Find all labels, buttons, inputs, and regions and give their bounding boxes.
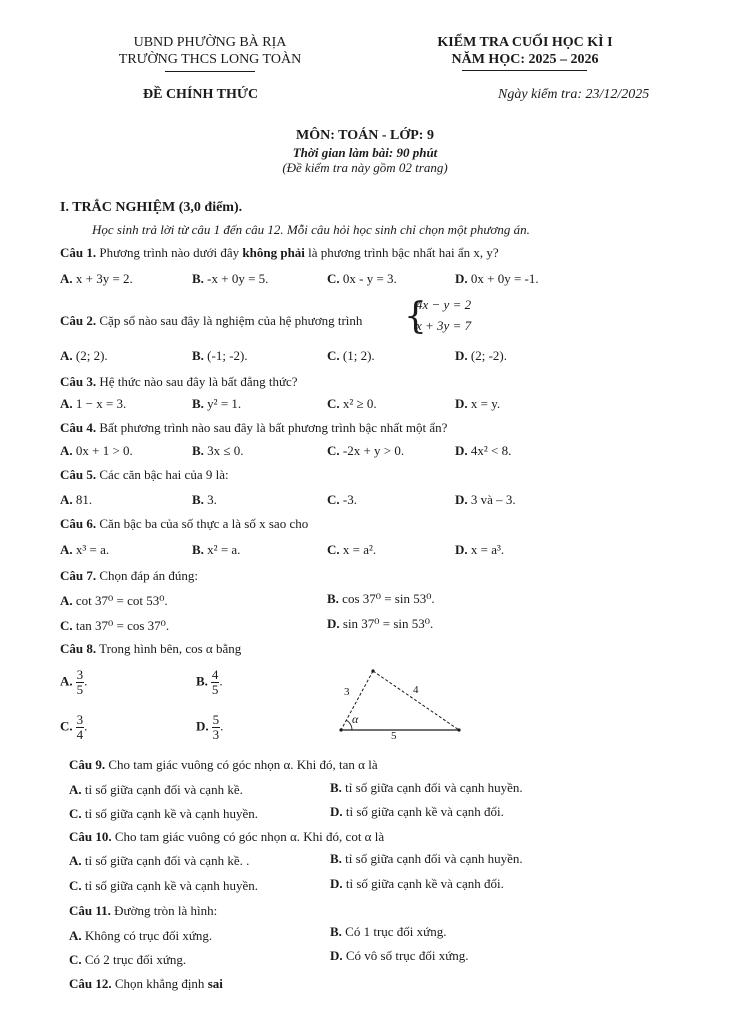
fraction: $\frac{5}{3}$ — [212, 712, 220, 742]
option-d[interactable]: D. 0x + 0y = -1. — [455, 271, 539, 286]
question-label: Câu 1. — [60, 245, 97, 260]
question-label: Câu 9. — [69, 757, 106, 772]
question-text: Căn bậc ba của số thực a là số x sao cho — [99, 516, 309, 531]
question-1 — [60, 245, 499, 261]
option-a[interactable]: A. cot 37⁰ = cot 53⁰. — [60, 593, 168, 608]
option-a[interactable]: A. 1 − x = 3. — [60, 396, 127, 411]
option-a[interactable]: A. x + 3y = 2. — [60, 271, 133, 286]
triangle-vertex — [371, 669, 374, 672]
question-11 — [69, 903, 217, 919]
header-left-underline — [165, 71, 255, 72]
header-right-line2: NĂM HỌC: 2025 – 2026 — [451, 52, 599, 67]
option-c[interactable]: C. -2x + y > 0. — [327, 443, 405, 458]
question-label: Câu 3. — [60, 374, 97, 389]
option-b[interactable]: B. 3. — [192, 492, 217, 507]
question-text: Phương trình nào dưới đây — [99, 245, 240, 260]
question-text: là phương trình bậc nhất hai ẩn x, y? — [308, 245, 499, 260]
header-right-line1: KIỂM TRA CUỐI HỌC KÌ I — [437, 35, 613, 50]
question-2 — [60, 313, 362, 329]
question-label: Câu 10. — [69, 829, 112, 844]
question-text: Các căn bậc hai của 9 là: — [99, 467, 229, 482]
system-eq1: 4x − y = 2 — [416, 297, 472, 312]
option-b[interactable]: B. y² = 1. — [192, 396, 242, 411]
option-c[interactable]: C. x = a². — [327, 542, 377, 557]
option-d[interactable]: D. x = a³. — [455, 542, 505, 557]
question-label: Câu 6. — [60, 516, 97, 531]
section-heading: I. TRẮC NGHIỆM (3,0 điểm). — [60, 200, 243, 215]
question-4 — [60, 420, 447, 436]
header-left-line2: TRƯỜNG THCS LONG TOÀN — [118, 52, 302, 67]
section-instruction: Học sinh trả lời từ câu 1 đến câu 12. Mỗi câu hỏi học sinh chỉ chọn một phương án. — [92, 222, 530, 237]
fraction: $\frac{3}{5}$ — [76, 667, 84, 697]
option-c[interactable]: C. tỉ số giữa cạnh kề và cạnh huyền. — [69, 878, 258, 893]
exam-date: Ngày kiểm tra: 23/12/2025 — [498, 87, 650, 102]
question-label: Câu 12. — [69, 976, 112, 991]
question-text: Hệ thức nào sau đây là bất đẳng thức? — [99, 374, 298, 389]
option-d[interactable]: D. 4x² < 8. — [455, 443, 512, 458]
question-label: Câu 11. — [69, 903, 111, 918]
exam-time: Thời gian làm bài: 90 phút — [292, 145, 438, 160]
question-9 — [69, 757, 378, 773]
question-7 — [60, 568, 198, 584]
question-label: Câu 7. — [60, 568, 97, 583]
triangle-angle-label: α — [352, 712, 359, 726]
option-c[interactable]: C. $\frac{3}{4}$ . — [60, 712, 88, 742]
question-label: Câu 8. — [60, 641, 97, 656]
option-d[interactable]: D. $\frac{5}{3}$ . — [196, 712, 224, 742]
option-d[interactable]: D. x = y. — [455, 396, 501, 411]
option-c[interactable]: C. -3. — [327, 492, 357, 507]
question-8 — [60, 641, 241, 657]
option-a[interactable]: A. (2; 2). — [60, 348, 108, 363]
option-a[interactable]: A. 81. — [60, 492, 93, 507]
option-b[interactable]: B. x² = a. — [192, 542, 241, 557]
question-12 — [69, 976, 223, 992]
question-emphasis: không phải — [242, 245, 305, 260]
question-6 — [60, 516, 308, 532]
option-c[interactable]: C. x² ≥ 0. — [327, 396, 377, 411]
triangle-figure — [330, 660, 470, 745]
question-text: Cho tam giác vuông có góc nhọn α. Khi đó, cot α là — [114, 829, 385, 844]
question-5 — [60, 467, 229, 483]
option-c[interactable]: C. Có 2 trục đối xứng. — [69, 952, 187, 967]
option-d[interactable]: D. tỉ số giữa cạnh kề và cạnh đối. — [330, 876, 504, 891]
option-d[interactable]: D. Có vô số trục đối xứng. — [330, 948, 469, 963]
triangle-label-right: 4 — [413, 684, 419, 696]
option-a[interactable]: A. tỉ số giữa cạnh đối và cạnh kề. — [69, 782, 243, 797]
triangle-label-left: 3 — [344, 686, 350, 698]
question-label: Câu 2. — [60, 313, 97, 328]
official-label: ĐỀ CHÍNH THỨC — [143, 87, 259, 102]
header-left-line1: UBND PHƯỜNG BÀ RỊA — [133, 35, 287, 50]
exam-pages: (Đề kiểm tra này gồm 02 trang) — [282, 160, 448, 175]
option-d[interactable]: D. 3 và – 3. — [455, 492, 516, 507]
triangle-label-bottom: 5 — [391, 730, 397, 742]
option-c[interactable]: C. 0x - y = 3. — [327, 271, 397, 286]
system-eq2: x + 3y = 7 — [416, 318, 472, 333]
question-label: Câu 5. — [60, 467, 97, 482]
question-text: Trong hình bên, cos α bằng — [99, 641, 242, 656]
system-brace: { — [404, 296, 427, 337]
fraction: $\frac{3}{4}$ — [76, 712, 84, 742]
question-text: Bất phương trình nào sau đây là bất phương trình bậc nhất một ẩn? — [99, 420, 448, 435]
triangle-side-right — [373, 671, 459, 730]
question-text: Chọn khẳng định — [114, 976, 205, 991]
triangle-vertex — [457, 728, 460, 731]
fraction: $\frac{4}{5}$ — [211, 667, 219, 697]
option-d[interactable]: D. (2; -2). — [455, 348, 507, 363]
option-a[interactable]: A. tỉ số giữa cạnh đối và cạnh kề. . — [69, 853, 250, 868]
option-d[interactable]: D. tỉ số giữa cạnh kề và cạnh đối. — [330, 804, 504, 819]
option-b[interactable]: B. Có 1 trục đối xứng. — [330, 924, 447, 939]
option-a[interactable]: A. Không có trục đối xứng. — [69, 928, 213, 943]
question-emphasis: sai — [207, 976, 223, 991]
option-a[interactable]: A. x³ = a. — [60, 542, 110, 557]
option-b[interactable]: B. 3x ≤ 0. — [192, 443, 244, 458]
option-b[interactable]: B. tỉ số giữa cạnh đối và cạnh huyền. — [330, 851, 523, 866]
option-b[interactable]: B. -x + 0y = 5. — [192, 271, 269, 286]
question-text: Chọn đáp án đúng: — [99, 568, 198, 583]
question-text: Cho tam giác vuông có góc nhọn α. Khi đó, tan α là — [108, 757, 378, 772]
option-b[interactable]: B. (-1; -2). — [192, 348, 248, 363]
option-a[interactable]: A. 0x + 1 > 0. — [60, 443, 133, 458]
option-c[interactable]: C. (1; 2). — [327, 348, 375, 363]
option-c[interactable]: C. tỉ số giữa cạnh kề và cạnh huyền. — [69, 806, 258, 821]
question-10 — [69, 829, 384, 845]
question-label: Câu 4. — [60, 420, 97, 435]
option-b[interactable]: B. $\frac{4}{5}$ . — [196, 667, 223, 697]
header-right-underline — [462, 70, 587, 71]
question-text: Đường tròn là hình: — [114, 903, 218, 918]
option-b[interactable]: B. tỉ số giữa cạnh đối và cạnh huyền. — [330, 780, 523, 795]
option-c[interactable]: C. tan 37⁰ = cos 37⁰. — [60, 618, 170, 633]
subject-title: MÔN: TOÁN - LỚP: 9 — [296, 128, 434, 143]
option-d[interactable]: D. sin 37⁰ = sin 53⁰. — [327, 616, 434, 631]
question-3 — [60, 374, 298, 390]
option-a[interactable]: A. $\frac{3}{5}$ . — [60, 667, 88, 697]
question-text: Cặp số nào sau đây là nghiệm của hệ phương trình — [99, 313, 363, 328]
triangle-vertex — [339, 728, 342, 731]
option-b[interactable]: B. cos 37⁰ = sin 53⁰. — [327, 591, 435, 606]
